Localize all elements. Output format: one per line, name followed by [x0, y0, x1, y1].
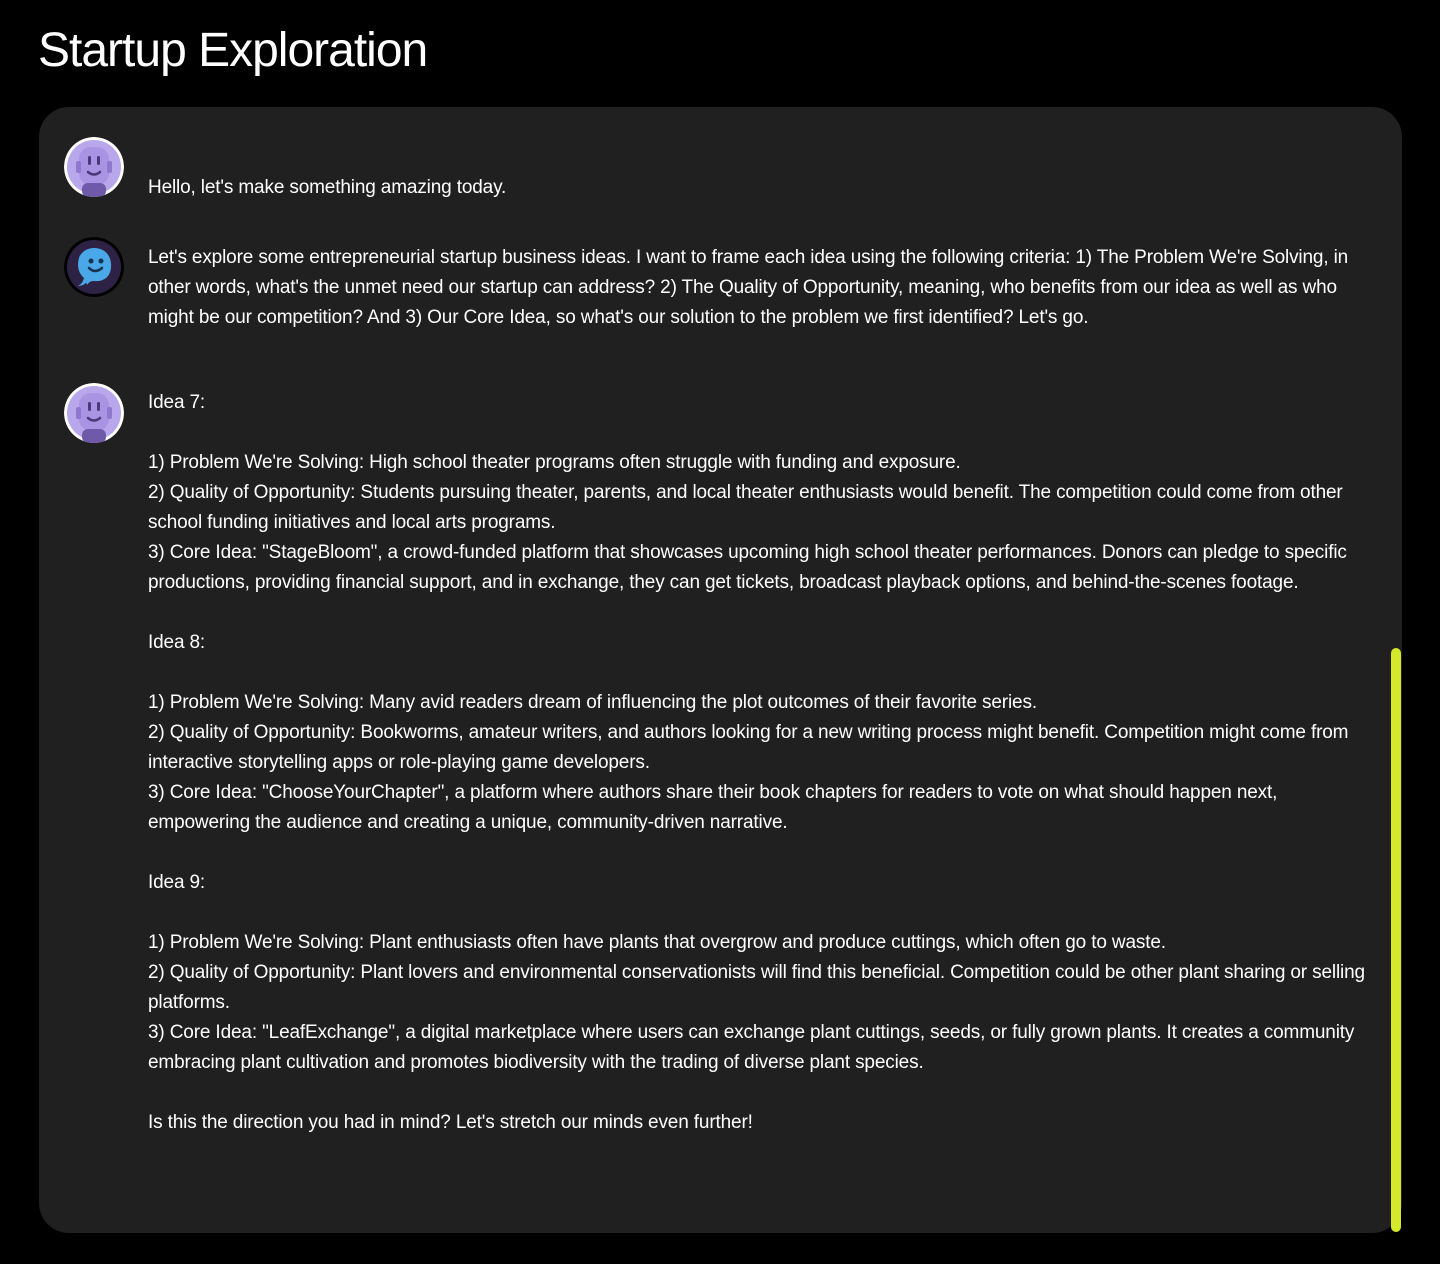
page-title: Startup Exploration [38, 24, 428, 77]
scrollbar[interactable] [1391, 648, 1401, 1232]
robot-face-icon [64, 137, 124, 197]
ghost-face-icon [64, 237, 124, 297]
robot-face-icon [64, 383, 124, 443]
message-text: Idea 7: 1) Problem We're Solving: High school theater programs often struggle with funding and exposure. 2) Quality of Opportunity: Students pursuing theater, parents, and local theater enthusiasts would benefit. The competition could come from other school funding initiatives and local arts programs. 3) Core Idea: "StageBloom", a crowd-funded platform that showcases upcoming high school theater performances. Donors can pledge to specific productions, providing financial support, and in exchange, they can get tickets, broadcast playback options, and behind-the-scenes footage. Idea 8: 1) Problem We're Solving: Many avid readers dream of influencing the plot outcomes of their favorite series. 2) Quality of Opportunity: Bookworms, amateur writers, and authors looking for a new writing process might benefit. Competition might come from interactive storytelling apps or role-playing game developers. 3) Core Idea: "ChooseYourChapter", a platform where authors share their book chapters for readers to vote on what should happen next, empowering the audience and creating a unique, community-driven narrative. Idea 9: 1) Problem We're Solving: Plant enthusiasts often have plants that overgrow and produce cuttings, which often go to waste. 2) Quality of Opportunity: Plant lovers and environmental conservationists will find this beneficial. Competition could be other plant sharing or selling platforms. 3) Core Idea: "LeafExchange", a digital marketplace where users can exchange plant cuttings, seeds, or fully grown plants. It creates a community embracing plant cultivation and promotes biodiversity with the trading of diverse plant species. Is this the direction you had in mind? Let's stretch our minds even further! [148, 392, 1365, 1133]
chat-message-assistant [39, 137, 1402, 207]
chat-panel [39, 107, 1402, 1233]
chat-message-user [39, 237, 1402, 337]
message-text: Hello, let's make something amazing today. [148, 177, 507, 198]
chat-message-assistant [39, 383, 1402, 1183]
message-text: Let's explore some entrepreneurial startup business ideas. I want to frame each idea using the following criteria: 1) The Problem We're Solving, in other words, what's the unmet need our startup can address? 2) The Quality of Opportunity, meaning, who benefits from our idea as well as who might be our competition? And 3) Our Core Idea, so what's our solution to the problem we first identified? Let's go. [148, 247, 1354, 328]
